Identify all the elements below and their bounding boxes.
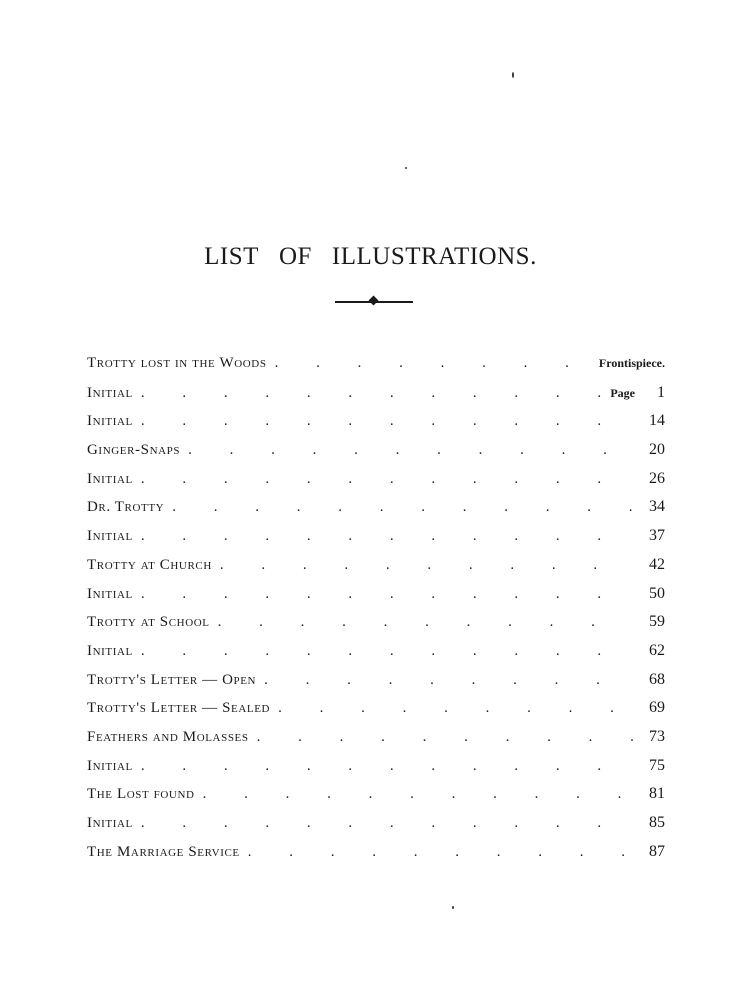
entry-title: Initial <box>87 642 133 659</box>
title-word: LIST <box>204 242 259 270</box>
dot-leader <box>141 643 633 660</box>
title-word: OF <box>278 242 312 270</box>
page-number: 42 <box>649 555 665 573</box>
dot-leader <box>172 499 633 516</box>
illustration-entry <box>87 671 665 700</box>
page-number: 81 <box>649 785 665 803</box>
illustration-entry <box>87 642 665 671</box>
illustration-entry <box>87 613 665 642</box>
entry-title: Initial <box>87 757 133 774</box>
illustration-entry <box>87 785 665 814</box>
entry-title: Trotty at School <box>87 614 210 631</box>
dot-leader <box>257 729 633 746</box>
entry-title: Trotty's Letter — Sealed <box>87 700 271 717</box>
entry-title: The Marriage Service <box>87 843 240 860</box>
illustration-entry <box>87 585 665 614</box>
dot-leader <box>203 786 633 803</box>
page-number: 73 <box>649 727 665 745</box>
entry-title: Trotty at Church <box>87 556 212 573</box>
entry-title: The Lost found <box>87 786 195 803</box>
page-number: 50 <box>649 584 665 602</box>
illustration-entry <box>87 757 665 786</box>
illustration-entry <box>87 699 665 728</box>
entry-title: Initial <box>87 413 133 430</box>
page-number: 1 <box>657 383 665 401</box>
dot-leader <box>141 815 633 832</box>
illustration-entry <box>87 355 665 384</box>
illustration-entry <box>87 498 665 527</box>
dot-leader <box>188 442 633 459</box>
dot-leader <box>248 844 633 861</box>
print-speck <box>512 72 514 78</box>
page-number: 20 <box>649 441 665 459</box>
entry-title: Dr. Trotty <box>87 499 165 516</box>
page-number: 85 <box>649 814 665 831</box>
page-number: 87 <box>649 842 665 860</box>
illustration-entry <box>87 470 665 499</box>
page-number: 68 <box>649 670 665 688</box>
illustration-entry <box>87 814 665 843</box>
entry-title: Initial <box>87 384 133 401</box>
dot-leader <box>141 758 633 775</box>
dot-leader <box>220 557 633 574</box>
print-speck <box>405 167 407 169</box>
illustration-entry <box>87 527 665 556</box>
page-number: 14 <box>649 412 665 430</box>
dot-leader <box>141 471 633 488</box>
illustration-entry <box>87 843 665 872</box>
entry-title: Initial <box>87 585 133 602</box>
entry-title: Ginger-Snaps <box>87 442 181 459</box>
entry-title: Trotty's Letter — Open <box>87 671 257 688</box>
page-number: 69 <box>649 699 665 717</box>
dot-leader <box>141 528 633 545</box>
title-ornament-rule <box>335 296 413 308</box>
dot-leader <box>141 586 633 603</box>
page-number: 62 <box>649 641 665 659</box>
page-number: 37 <box>649 527 665 545</box>
page-title <box>0 243 741 271</box>
dot-leader <box>275 355 591 372</box>
page-number: 59 <box>649 613 665 631</box>
dot-leader <box>218 614 633 631</box>
diamond-icon <box>369 296 379 306</box>
page-number: 34 <box>649 498 665 516</box>
page-number: 26 <box>649 469 665 487</box>
entry-title: Trotty lost in the Woods <box>87 355 267 371</box>
page-number: Frontispiece. <box>598 356 665 370</box>
illustration-entry <box>87 441 665 470</box>
illustration-entry <box>87 556 665 585</box>
page-number: 75 <box>649 756 665 774</box>
title-word: ILLUSTRATIONS. <box>331 242 537 270</box>
illustration-entry <box>87 384 665 413</box>
entry-title: Initial <box>87 470 133 487</box>
dot-leader <box>278 700 633 717</box>
illustrations-list <box>87 355 665 871</box>
illustration-entry <box>87 412 665 441</box>
entry-title: Initial <box>87 528 133 545</box>
entry-title: Feathers and Molasses <box>87 728 249 745</box>
illustration-entry <box>87 728 665 757</box>
page-prefix: Page <box>610 385 635 400</box>
dot-leader <box>141 385 602 402</box>
print-speck <box>452 906 454 909</box>
dot-leader <box>264 672 633 689</box>
entry-title: Initial <box>87 815 133 831</box>
dot-leader <box>141 413 633 430</box>
